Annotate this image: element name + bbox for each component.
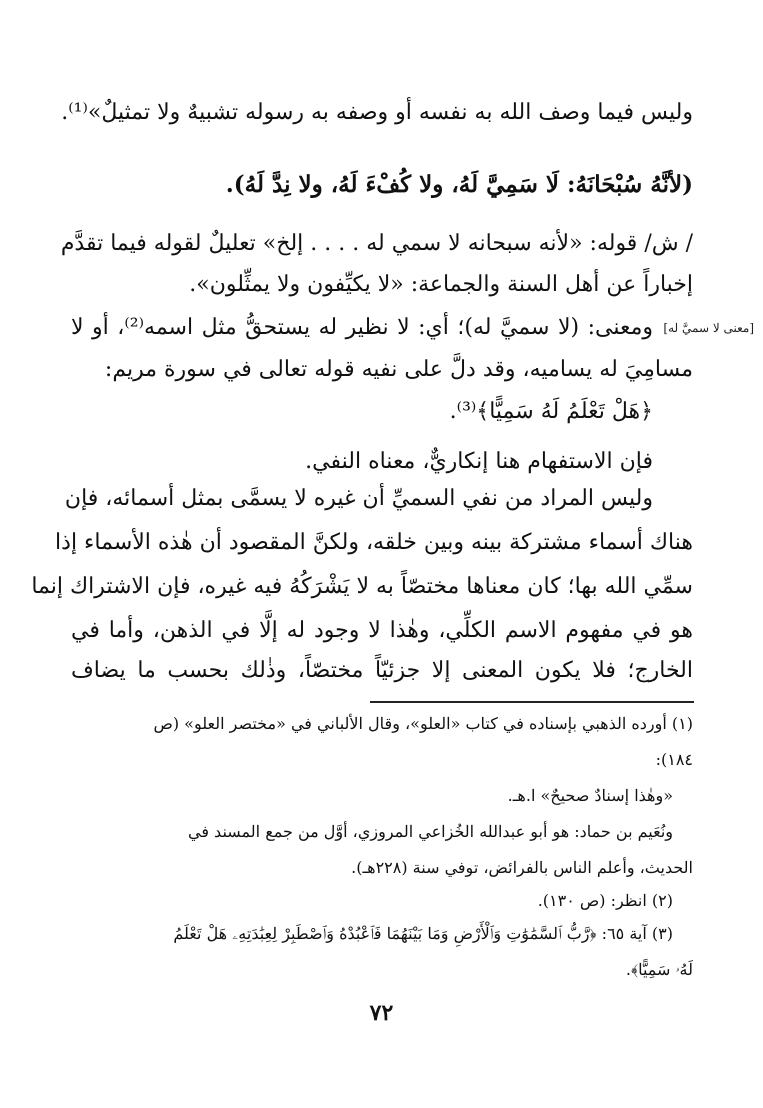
body-line: مسامِيَ له يساميه، وقد دلَّ على نفيه قوله تعالى في سورة مريم:	[104, 357, 693, 382]
footnote-1-cont: ١٨٤):	[655, 750, 693, 769]
footnote-1-cont: الحديث، وأعلم الناس بالفرائض، توفي سنة (٢٢٨هـ).	[351, 858, 693, 877]
body-line: وليس المراد من نفي السميِّ أن غيره لا يسمَّى بمثل أسمائه، فإن	[64, 486, 653, 511]
body-line: إخباراً عن أهل السنة والجماعة: «لا يكيِّفون ولا يمثِّلون».	[189, 272, 693, 297]
footnote-3-cont: لَهُۥ سَمِيًّا﴾.	[625, 960, 693, 979]
body-line: وليس فيما وصف الله به نفسه أو وصفه به رسوله تشبيهٌ ولا تمثيلٌ»⁽¹⁾.	[61, 100, 693, 125]
body-line: الخارج؛ فلا يكون المعنى إلا جزئيّاً مختصّاً، وذٰلك بحسب ما يضاف	[71, 658, 693, 683]
quran-verse: ﴿هَلْ تَعْلَمُ لَهُ سَمِيًّا﴾⁽³⁾.	[449, 399, 653, 424]
footnote-1-cont: ونُعَيم بن حماد: هو أبو عبدالله الخُزاعي المروزي، أوَّل من جمع المسند في	[187, 822, 673, 841]
body-line: فإن الاستفهام هنا إنكاريٌّ، معناه النفي.	[305, 449, 653, 474]
body-line: ومعنى: (لا سميَّ له)؛ أي: لا نظير له يستحقُّ مثل اسمه⁽²⁾، أو لا	[71, 315, 653, 340]
footnote-2: (٢) انظر: (ص ١٣٠).	[537, 891, 673, 910]
footnote-3: (٣) آية ٦٥: ﴿رَّبُّ ٱلسَّمَٰوَٰتِ وَٱلْأَرْضِ وَمَا بَيْنَهُمَا فَٱعْبُدْهُ وَٱصْطَبِرْ لِعِبَٰدَتِهِۦ هَلْ تَعْلَمُ	[173, 924, 673, 943]
margin-note: [معنى لا سميَّ له]	[663, 321, 754, 335]
footnote-1: (١) أورده الذهبي بإسناده في كتاب «العلو»، وقال الألباني في «مختصر العلو» (ص	[153, 714, 693, 733]
footnote-1-quote: «وهٰذا إسنادٌ صحيحٌ» ا.هـ.	[507, 786, 673, 805]
footnote-divider	[370, 701, 694, 703]
body-line: هو في مفهوم الاسم الكلِّي، وهٰذا لا وجود له إلَّا في الذهن، وأما في	[71, 618, 693, 643]
matn-text: (لأنَّهُ سُبْحَانَهُ: لَا سَمِيَّ لَهُ، ولا كُفْءَ لَهُ، ولا نِدَّ لَهُ).	[225, 171, 693, 198]
body-line: / ش/ قوله: «لأنه سبحانه لا سمي له . . . . إلخ» تعليلٌ لقوله فيما تقدَّم	[60, 231, 693, 256]
body-line: سمِّي الله بها؛ كان معناها مختصّاً به لا يَشْرَكُهُ فيه غيره، فإن الاشتراك إنما	[31, 574, 693, 599]
page-number: ٧٢	[369, 1000, 394, 1026]
body-line: هناك أسماء مشتركة بينه وبين خلقه، ولكنَّ المقصود أن هٰذه الأسماء إذا	[55, 530, 693, 555]
